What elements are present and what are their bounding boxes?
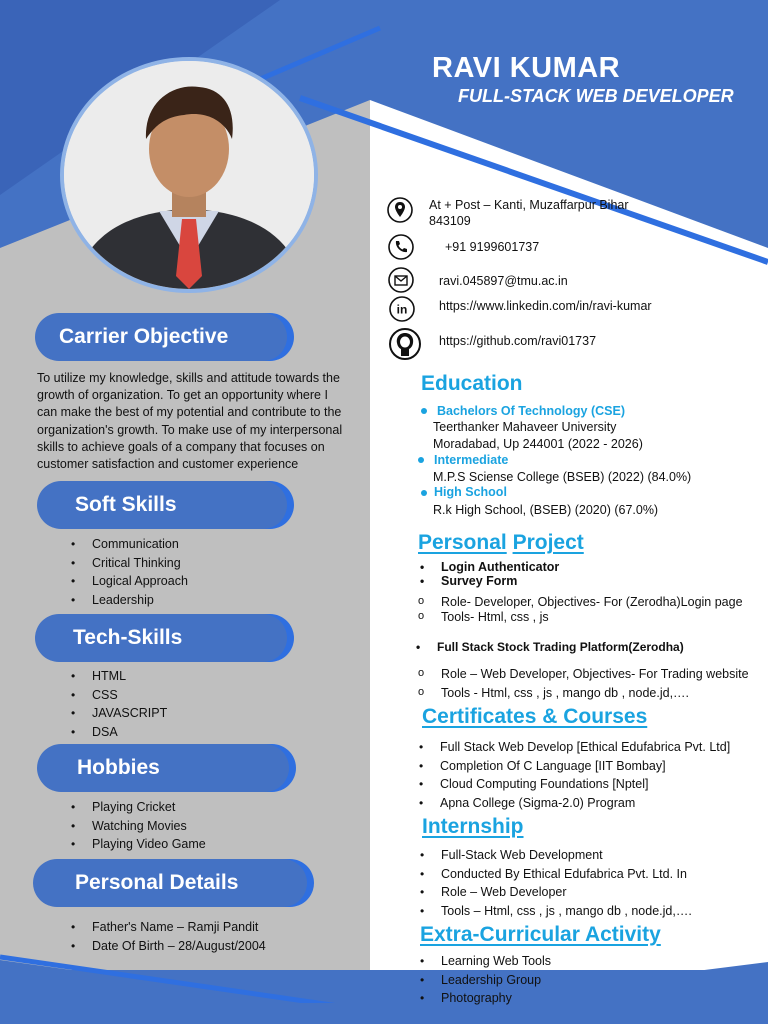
objective-heading-pill xyxy=(35,313,287,361)
education-line: M.P.S Sciense College (BSEB) (2022) (84.0%) xyxy=(433,470,692,484)
personal-details-heading: Personal Details xyxy=(75,871,239,894)
objective-heading: Carrier Objective xyxy=(59,325,229,348)
objective-line: skills to achieve goals of a company that focuses on xyxy=(37,439,325,454)
list-item: • JAVASCRIPT xyxy=(92,704,167,723)
list-item: • Leadership Group xyxy=(441,971,551,990)
certificates-list xyxy=(440,738,730,812)
bullet-dot xyxy=(421,408,427,414)
project1-list xyxy=(441,560,559,588)
list-item: • Playing Video Game xyxy=(92,835,206,854)
soft-skills-heading-pill xyxy=(37,481,287,529)
list-item: • Tools – Html, css , js , mango db , node.jd,…. xyxy=(441,902,692,921)
education-line: Teerthanker Mahaveer University xyxy=(433,420,617,434)
project-sub: • Survey Form xyxy=(441,574,559,588)
candidate-role: FULL-STACK WEB DEVELOPER xyxy=(458,86,734,106)
list-item: • Photography xyxy=(441,989,551,1008)
list-item: • Communication xyxy=(92,535,188,554)
linkedin-link[interactable]: https://www.linkedin.com/in/ravi-kumar xyxy=(439,299,652,313)
email-icon xyxy=(388,267,414,293)
internship-list xyxy=(441,846,692,920)
project-detail: o Tools - Html, css , js , mango db , node.jd,…. xyxy=(441,684,749,703)
list-item: • HTML xyxy=(92,667,167,686)
address xyxy=(429,197,629,229)
list-item: • Full-Stack Web Development xyxy=(441,846,692,865)
objective-text xyxy=(37,370,367,473)
list-item: • Logical Approach xyxy=(92,572,188,591)
address-line: 843109 xyxy=(429,214,471,228)
tech-skills-list xyxy=(92,667,167,741)
address-line: At + Post – Kanti, Muzaffarpur Bihar xyxy=(429,198,629,212)
phone-icon xyxy=(388,234,414,260)
candidate-name: RAVI KUMAR xyxy=(432,52,621,84)
extra-curricular-heading: Extra-Curricular Activity xyxy=(420,923,661,946)
personal-details-heading-pill xyxy=(33,859,307,907)
project-detail: o Role- Developer, Objectives- For (Zerodha)Login page xyxy=(441,595,743,610)
list-item: • DSA xyxy=(92,723,167,742)
list-item: • Critical Thinking xyxy=(92,554,188,573)
list-item: • CSS xyxy=(92,686,167,705)
phone-number: +91 9199601737 xyxy=(445,240,540,254)
project-heading-word: Personal xyxy=(418,531,507,554)
list-item: • Father's Name – Ramji Pandit xyxy=(92,918,266,937)
objective-line: can make the best of my potential and contribute to the xyxy=(37,405,342,420)
internship-heading: Internship xyxy=(422,815,524,838)
list-item: • Date Of Birth – 28/August/2004 xyxy=(92,937,266,956)
project-detail: o Role – Web Developer, Objectives- For Trading website xyxy=(441,665,749,684)
list-item: • Apna College (Sigma-2.0) Program xyxy=(440,794,730,813)
objective-line: To utilize my knowledge, skills and attitude towards the xyxy=(37,371,340,385)
list-item: • Learning Web Tools xyxy=(441,952,551,971)
hobbies-list xyxy=(92,798,206,854)
education-degree: High School xyxy=(434,485,507,499)
soft-skills-list xyxy=(92,535,188,609)
project2-details xyxy=(441,665,749,702)
svg-text:in: in xyxy=(396,302,408,317)
list-item: • Conducted By Ethical Edufabrica Pvt. Ltd. In xyxy=(441,865,692,884)
education-degree: Bachelors Of Technology (CSE) xyxy=(437,404,625,418)
hobbies-heading-pill xyxy=(37,744,289,792)
project-detail: o Tools- Html, css , js xyxy=(441,610,743,625)
project-heading xyxy=(418,531,584,555)
objective-line: growth of organization. To get an opportunity where I xyxy=(37,388,328,403)
education-heading: Education xyxy=(421,372,523,395)
project-name: • Full Stack Stock Trading Platform(Zerodha) xyxy=(437,638,684,657)
list-item: • Cloud Computing Foundations [Nptel] xyxy=(440,775,730,794)
list-item: • Leadership xyxy=(92,591,188,610)
education-line: R.k High School, (BSEB) (2020) (67.0%) xyxy=(433,503,659,517)
person-avatar-icon xyxy=(64,61,314,289)
personal-details-list xyxy=(92,918,266,955)
hobbies-heading: Hobbies xyxy=(77,756,160,779)
tech-skills-heading: Tech-Skills xyxy=(73,626,183,649)
bullet-dot xyxy=(418,457,424,463)
project-heading-word: Project xyxy=(512,531,584,554)
list-item: • Completion Of C Language [IIT Bombay] xyxy=(440,757,730,776)
project2-list xyxy=(437,638,684,657)
education-degree: Intermediate xyxy=(434,453,509,467)
list-item: • Role – Web Developer xyxy=(441,883,692,902)
bullet-dot xyxy=(421,490,427,496)
list-item: • Full Stack Web Develop [Ethical Edufabrica Pvt. Ltd] xyxy=(440,738,730,757)
github-icon xyxy=(389,328,421,360)
project1-details xyxy=(441,595,743,625)
soft-skills-heading: Soft Skills xyxy=(75,493,177,516)
project-name: • Login Authenticator xyxy=(441,560,559,574)
profile-photo xyxy=(60,57,318,293)
extra-curricular-list xyxy=(441,952,551,1008)
github-link[interactable]: https://github.com/ravi01737 xyxy=(439,334,597,348)
list-item: • Watching Movies xyxy=(92,817,206,836)
email-address[interactable]: ravi.045897@tmu.ac.in xyxy=(439,274,568,288)
location-pin-icon xyxy=(387,197,413,223)
certificates-heading: Certificates & Courses xyxy=(422,705,648,728)
objective-line: organization's growth. To make use of my interpersonal xyxy=(37,422,343,437)
tech-skills-heading-pill xyxy=(35,614,287,662)
linkedin-icon xyxy=(389,296,415,322)
education-line: Moradabad, Up 244001 (2022 - 2026) xyxy=(433,437,643,451)
objective-line: customer satisfaction and customer experience xyxy=(37,457,299,472)
list-item: • Playing Cricket xyxy=(92,798,206,817)
